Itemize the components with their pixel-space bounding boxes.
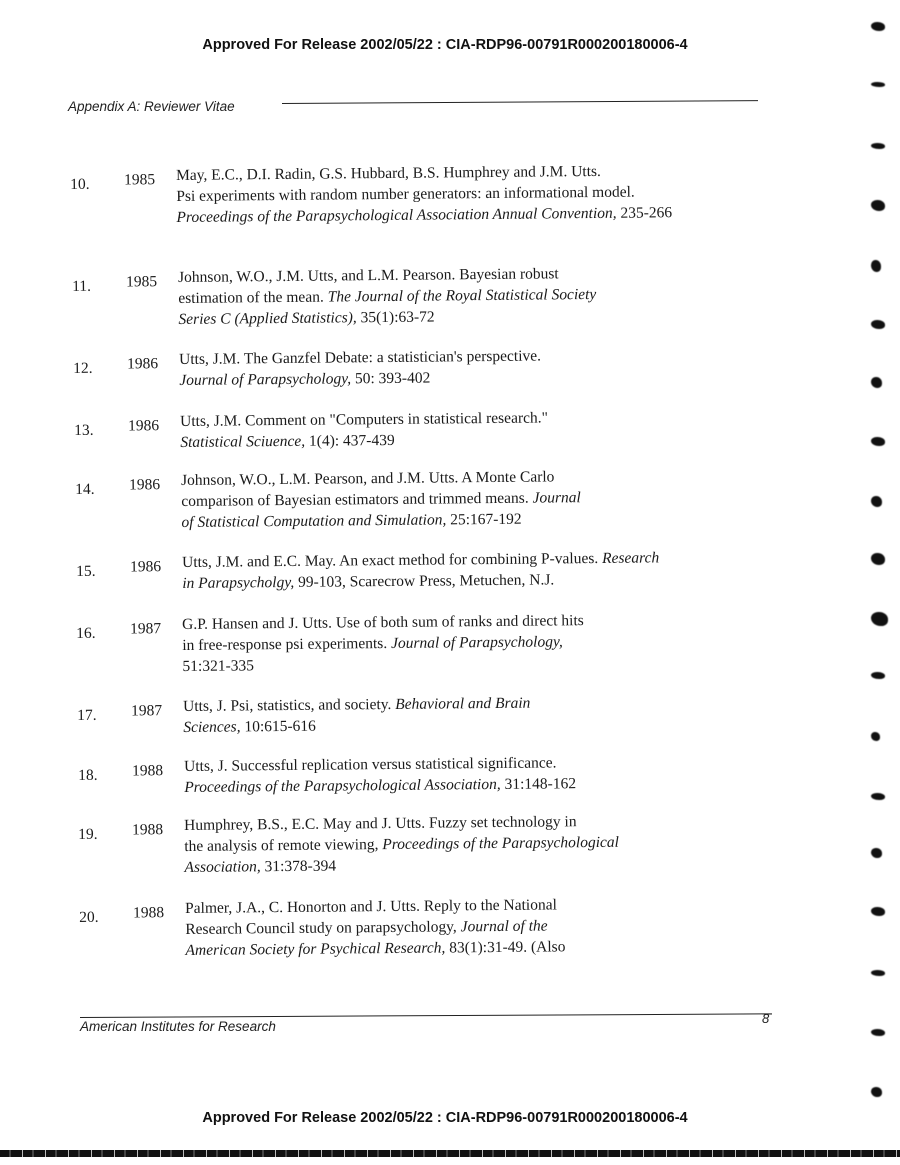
entry-year: 1987: [131, 702, 163, 720]
citation-source: Journal of the: [460, 917, 548, 936]
entry-citation: [179, 346, 541, 391]
citation-line: [178, 305, 596, 330]
citation-source: Series C (Applied Statistics),: [178, 309, 357, 328]
citation-text: Research Council study on parapsychology,: [185, 918, 461, 938]
entry-citation: [182, 610, 584, 677]
entry-number: 12.: [73, 359, 93, 377]
citation-source: Journal: [532, 489, 581, 507]
footer-label: American Institutes for Research: [80, 1019, 276, 1034]
punch-hole-mark: [871, 1087, 882, 1097]
entry-number: 14.: [75, 480, 95, 498]
entry-number: 19.: [78, 825, 98, 843]
punch-hole-mark: [871, 377, 882, 388]
citation-line: G.P. Hansen and J. Utts. Use of both sum of ranks and direct hits: [182, 612, 584, 633]
entry-citation: [178, 263, 597, 330]
entry-citation: [182, 547, 660, 594]
citation-source: Proceedings of the Parapsychological Association Annual Convention,: [176, 204, 617, 226]
punch-hole-mark: [871, 320, 885, 329]
entry-year: 1988: [133, 904, 165, 922]
entry-citation: [180, 407, 548, 453]
citation-source: Proceedings of the Parapsychological: [382, 833, 619, 854]
entry-year: 1986: [130, 558, 162, 576]
citation-pages: 31:378-394: [260, 857, 337, 876]
entry-year: 1985: [124, 171, 156, 189]
citation-source: in Parapsycholgy,: [182, 573, 295, 592]
citation-source: Journal of Parapsychology,: [390, 633, 563, 652]
entry-year: 1987: [130, 620, 162, 638]
entry-number: 11.: [72, 277, 92, 295]
citation-source: Behavioral and Brain: [395, 694, 531, 713]
citation-pages: 99-103, Scarecrow Press, Metuchen, N.J.: [294, 571, 555, 591]
punch-hole-mark: [871, 553, 885, 565]
release-stamp-top: Approved For Release 2002/05/22 : CIA-RDP96-00791R000200180006-4: [202, 37, 688, 53]
punch-hole-mark: [871, 143, 885, 149]
citation-line: [179, 367, 541, 391]
entry-citation: [184, 811, 619, 878]
citation-line: Palmer, J.A., C. Honorton and J. Utts. Reply to the National: [185, 896, 557, 917]
citation-text: the analysis of remote viewing,: [184, 836, 383, 855]
citation-line: Utts, J.M. Comment on "Computers in statistical research.": [180, 409, 548, 430]
citation-source: Statistical Sciuence,: [180, 432, 306, 451]
citation-source: Journal of Parapsychology,: [179, 370, 352, 389]
scan-edge-bar: [0, 1150, 900, 1157]
citation-source: Association,: [184, 858, 261, 876]
citation-pages: 35(1):63-72: [356, 308, 435, 327]
entry-citation: [183, 693, 531, 738]
release-stamp-bottom: Approved For Release 2002/05/22 : CIA-RDP96-00791R000200180006-4: [202, 1110, 688, 1126]
entry-year: 1986: [128, 417, 160, 435]
punch-hole-mark: [871, 612, 888, 626]
citation-line: [184, 773, 576, 798]
citation-line: [180, 428, 548, 453]
citation-source: The Journal of the Royal Statistical Society: [327, 285, 597, 306]
entry-number: 10.: [70, 175, 90, 193]
citation-line: 51:321-335: [182, 657, 255, 675]
punch-hole-mark: [871, 793, 885, 800]
citation-text: comparison of Bayesian estimators and trimmed means.: [181, 489, 533, 510]
entry-year: 1988: [132, 762, 164, 780]
punch-hole-mark: [871, 848, 882, 858]
entry-number: 17.: [77, 706, 97, 724]
punch-hole-mark: [871, 22, 885, 31]
entry-citation: [185, 894, 566, 961]
entry-citation: [176, 160, 672, 228]
citation-source: of Statistical Computation and Simulation,: [181, 511, 447, 531]
punch-hole-mark: [871, 437, 885, 446]
citation-pages: 10:615-616: [240, 717, 316, 736]
citation-line: [181, 508, 581, 533]
citation-text: Utts, J. Psi, statistics, and society.: [183, 695, 396, 715]
citation-pages: 31:148-162: [500, 775, 577, 793]
citation-pages: 235-266: [616, 204, 673, 222]
punch-hole-mark: [871, 1029, 885, 1036]
punch-hole-mark: [871, 970, 885, 976]
citation-line: [178, 284, 596, 309]
entry-number: 15.: [76, 562, 96, 580]
citation-text: in free-response psi experiments.: [182, 634, 392, 654]
citation-line: Johnson, W.O., J.M. Utts, and L.M. Pearson. Bayesian robust: [178, 265, 559, 286]
citation-line: [182, 631, 584, 656]
entry-citation: [181, 466, 581, 533]
entry-citation: [184, 752, 576, 798]
section-header: Appendix A: Reviewer Vitae: [68, 99, 235, 114]
citation-line: [184, 832, 619, 857]
citation-line: [183, 714, 530, 738]
punch-hole-mark: [871, 260, 881, 272]
entry-year: 1986: [127, 355, 159, 373]
citation-line: [185, 936, 565, 961]
citation-line: Psi experiments with random number generators: an informational model.: [176, 183, 635, 205]
citation-line: [184, 853, 619, 878]
citation-source: Sciences,: [183, 718, 241, 736]
citation-pages: 25:167-192: [446, 510, 522, 529]
entry-year: 1986: [129, 476, 161, 494]
citation-source: Proceedings of the Parapsychological Association,: [184, 775, 501, 796]
citation-text: estimation of the mean.: [178, 288, 328, 307]
citation-source: Research: [602, 549, 660, 567]
citation-line: [183, 693, 530, 717]
citation-source: American Society for Psychical Research,: [185, 939, 446, 959]
punch-hole-mark: [871, 496, 882, 507]
citation-line: [182, 568, 659, 594]
citation-pages: 50: 393-402: [350, 369, 431, 388]
punch-hole-mark: [871, 82, 885, 87]
citation-line: May, E.C., D.I. Radin, G.S. Hubbard, B.S. Humphrey and J.M. Utts.: [176, 162, 601, 184]
punch-hole-mark: [871, 200, 885, 211]
entry-year: 1988: [132, 821, 164, 839]
citation-line: Utts, J.M. The Ganzfel Debate: a statistician's perspective.: [179, 347, 542, 368]
citation-pages: 1(4): 437-439: [305, 431, 395, 450]
entry-number: 16.: [76, 624, 96, 642]
citation-line: Humphrey, B.S., E.C. May and J. Utts. Fuzzy set technology in: [184, 813, 577, 834]
citation-line: Johnson, W.O., L.M. Pearson, and J.M. Utts. A Monte Carlo: [181, 468, 555, 489]
citation-line: Utts, J. Successful replication versus statistical significance.: [184, 754, 557, 775]
page-number: 8: [762, 1011, 770, 1026]
citation-pages: 83(1):31-49. (Also: [445, 938, 566, 957]
punch-hole-mark: [871, 907, 885, 916]
entry-number: 20.: [79, 908, 99, 926]
citation-text: Utts, J.M. and E.C. May. An exact method for combining P-values.: [182, 549, 603, 571]
punch-hole-mark: [871, 672, 885, 679]
punch-hole-mark: [871, 732, 880, 741]
entry-number: 18.: [78, 766, 98, 784]
entry-number: 13.: [74, 421, 94, 439]
entry-year: 1985: [126, 273, 158, 291]
citation-line: [176, 202, 672, 228]
